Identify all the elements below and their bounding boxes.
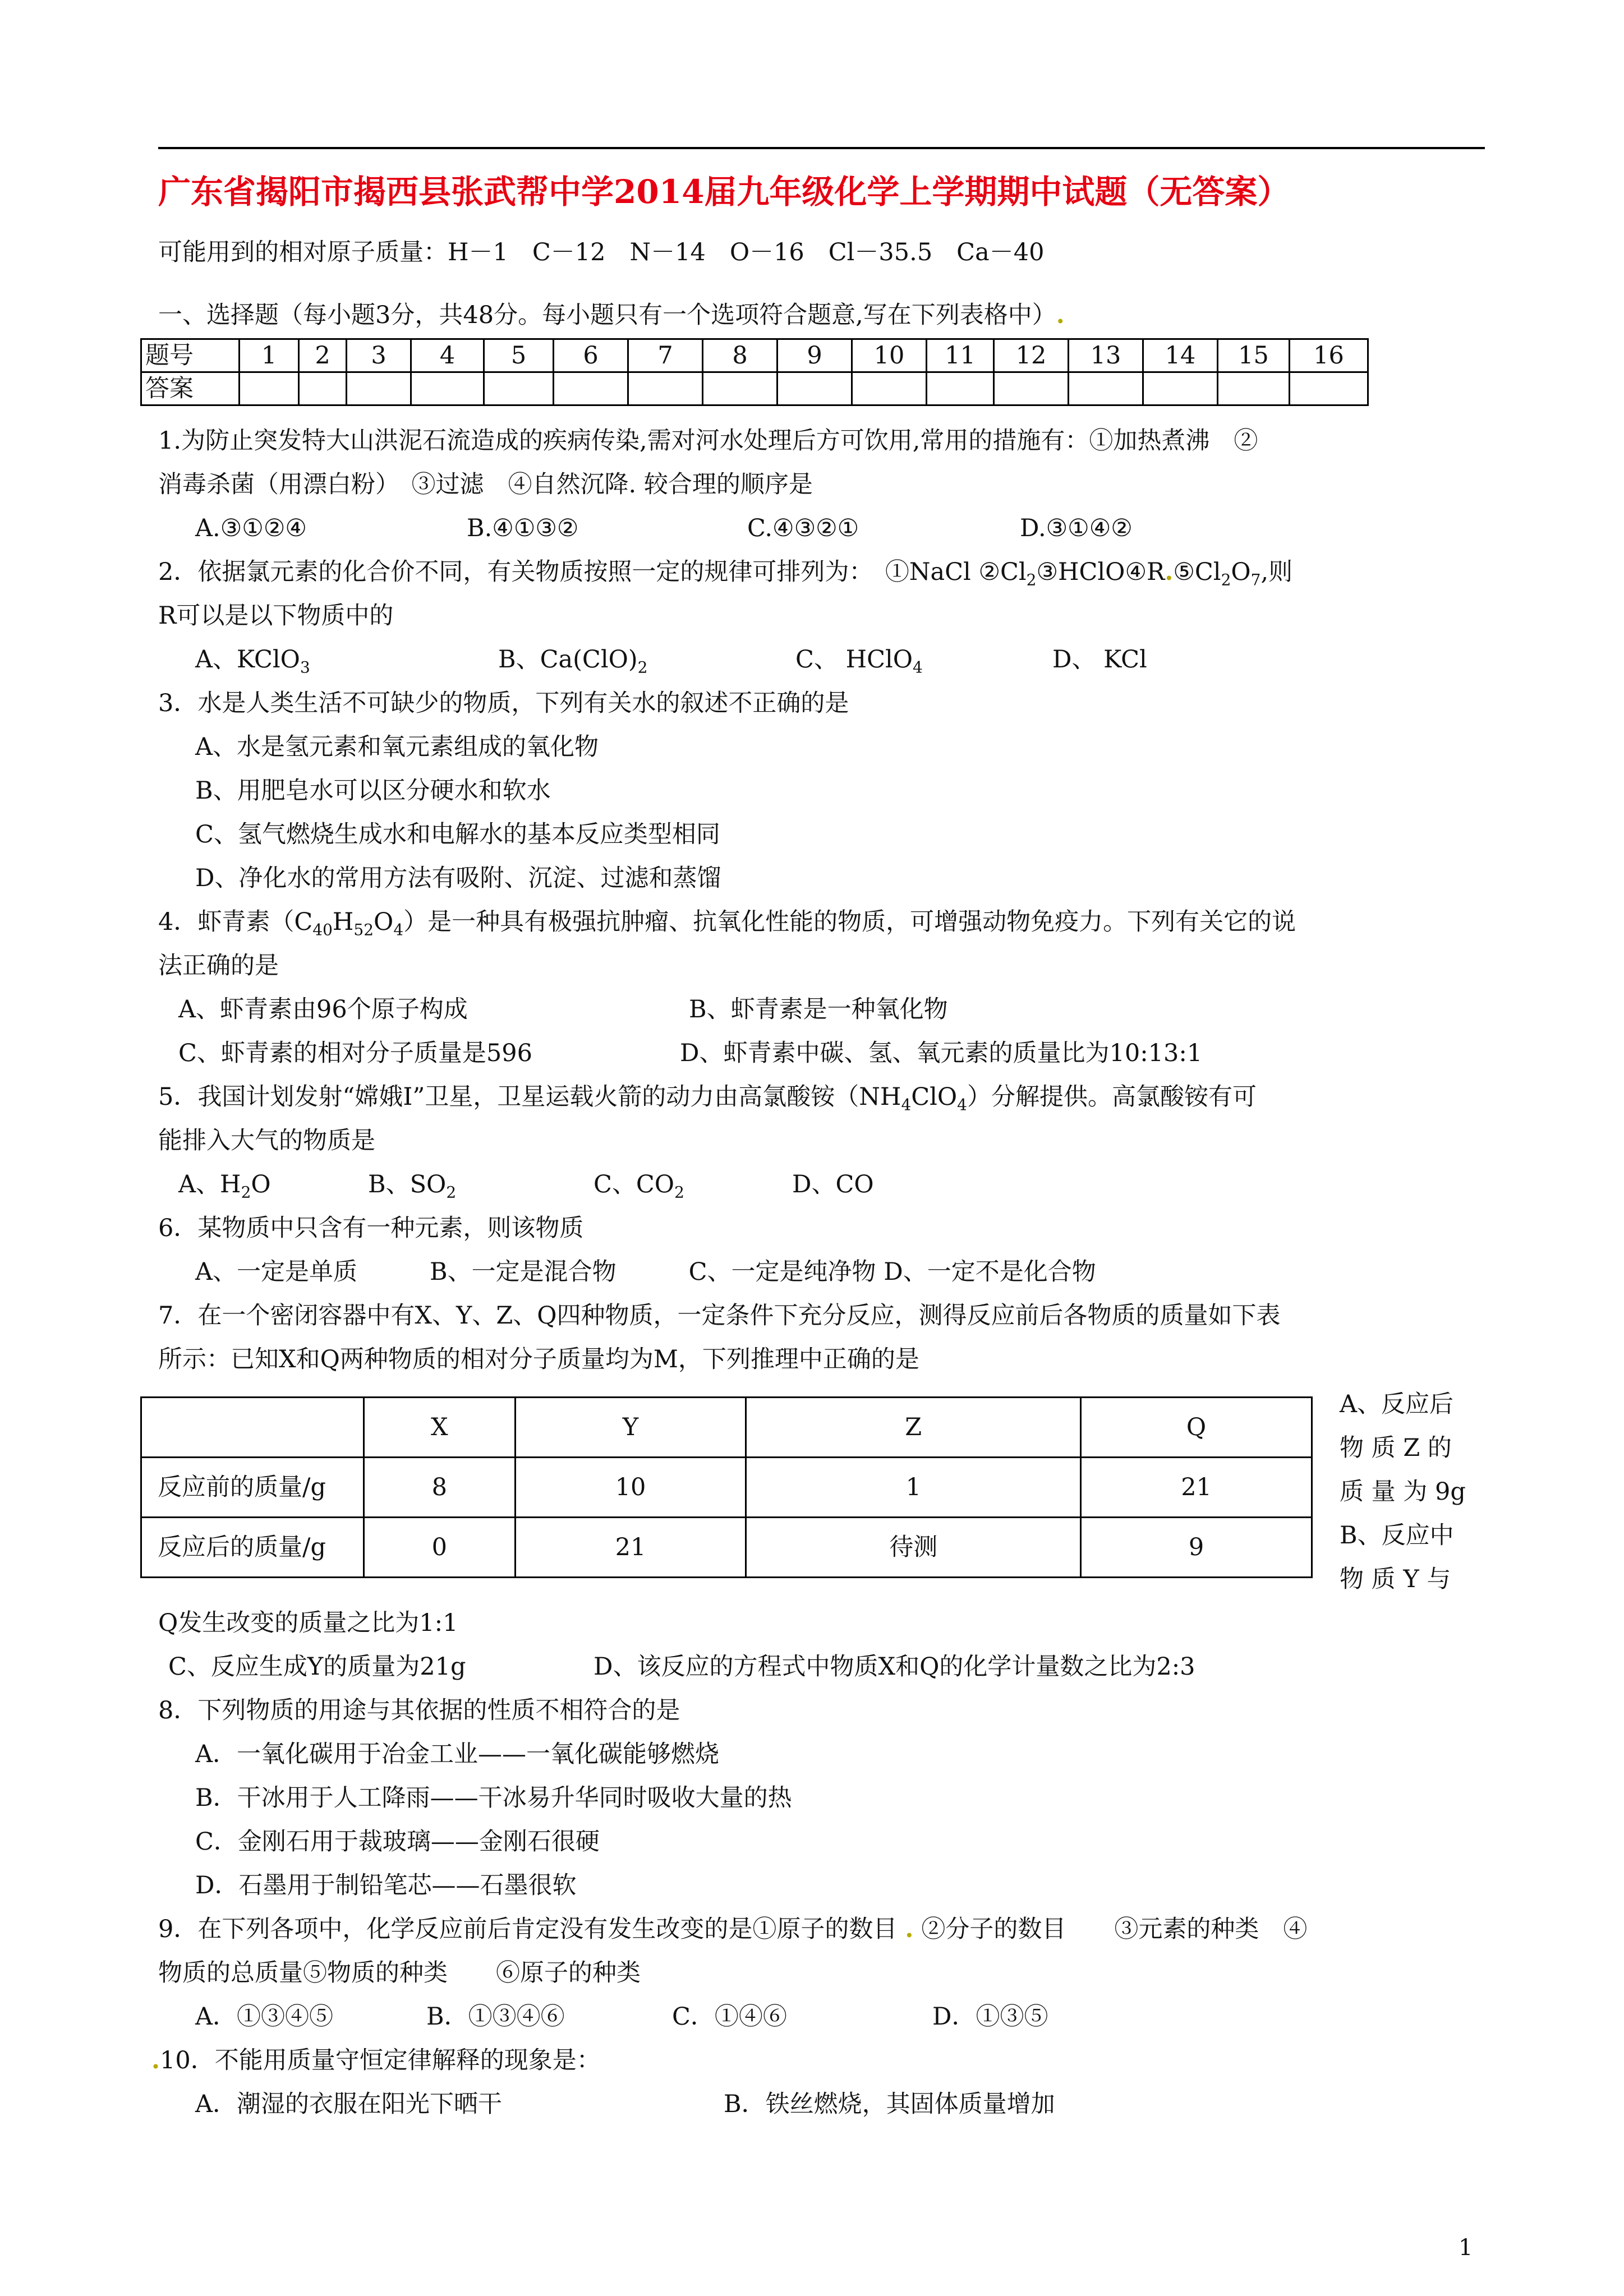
q5-option-b <box>368 1168 456 1201</box>
answer-grid-number: 10 <box>852 339 927 372</box>
q9-option-b: B．①③④⑥ <box>426 2003 565 2031</box>
answer-grid-number-row <box>141 339 1368 372</box>
q9-text: ②分子的数目 ③元素的种类 ④ <box>921 1915 1308 1943</box>
mass-table-cell: 21 <box>515 1518 746 1578</box>
mass-table-cell: 9 <box>1081 1518 1312 1578</box>
answer-grid-number: 12 <box>994 339 1069 372</box>
q1-option-b: B.④①③② <box>467 514 579 542</box>
q3-option-a: A、水是氢元素和氧元素组成的氧化物 <box>195 733 599 761</box>
answer-cell[interactable] <box>347 372 411 405</box>
q4-option-c: C、虾青素的相对分子质量是596 <box>178 1039 532 1067</box>
answer-grid-number: 13 <box>1069 339 1143 372</box>
q8-option-a: A．一氧化碳用于冶金工业——一氧化碳能够燃烧 <box>195 1740 720 1768</box>
q7-option-b-cont: Q发生改变的质量之比为1:1 <box>158 1609 458 1637</box>
answer-cell[interactable] <box>994 372 1069 405</box>
q5-subscript: 4 <box>901 1095 912 1114</box>
mass-table-cell: 21 <box>1081 1458 1312 1518</box>
page-title: 广东省揭阳市揭西县张武帮中学2014届九年级化学上学期期中试题（无答案） <box>158 173 1290 211</box>
q2-text: O <box>1231 558 1251 586</box>
section1-heading-text: 一、选择题（每小题3分，共48分。每小题只有一个选项符合题意,写在下列表格中） <box>158 301 1056 329</box>
answer-grid-answer-row <box>141 372 1368 405</box>
q2-option-a <box>195 643 310 676</box>
answer-grid-number: 3 <box>347 339 411 372</box>
answer-cell[interactable] <box>778 372 852 405</box>
q3-option-b: B、用肥皂水可以区分硬水和软水 <box>195 777 551 805</box>
q2-stem-line2: R可以是以下物质中的 <box>158 602 394 630</box>
answer-grid-number: 16 <box>1290 339 1368 372</box>
mass-table-header <box>141 1398 364 1458</box>
mass-table-cell: 0 <box>364 1518 516 1578</box>
q2-subscript: 7 <box>1250 570 1261 589</box>
q7-option-a-line: 物 质 Z 的 <box>1340 1434 1452 1462</box>
q2-option-d: D、 KCl <box>1052 646 1147 674</box>
q10-option-b: B．铁丝燃烧，其固体质量增加 <box>724 2090 1055 2118</box>
q2-subscript: 2 <box>1026 570 1037 589</box>
mass-table <box>140 1396 1313 1578</box>
q5-option-a-tail: O <box>251 1170 271 1198</box>
q5-subscript: 4 <box>957 1095 967 1114</box>
q8-option-c: C．金刚石用于裁玻璃——金刚石很硬 <box>195 1828 600 1856</box>
q1-stem-line2: 消毒杀菌（用漂白粉） ③过滤 ④自然沉降. 较合理的顺序是 <box>158 471 813 499</box>
answer-cell[interactable] <box>240 372 299 405</box>
q4-text: O <box>374 908 394 936</box>
answer-cell[interactable] <box>1069 372 1143 405</box>
q7-stem-line1: 7．在一个密闭容器中有X、Y、Z、Q四种物质，一定条件下充分反应，测得反应前后各物质的质量如下表 <box>158 1302 1281 1330</box>
q5-option-c <box>594 1168 684 1201</box>
answer-grid-number: 9 <box>778 339 852 372</box>
q6-stem: 6．某物质中只含有一种元素，则该物质 <box>158 1214 584 1242</box>
q5-option-d: D、CO <box>792 1170 874 1198</box>
mass-table-header: Y <box>515 1398 746 1458</box>
q4-text: 4．虾青素（C <box>158 908 313 936</box>
mass-table-cell: 10 <box>515 1458 746 1518</box>
q4-subscript: 4 <box>393 920 404 939</box>
q9-stem-line1 <box>158 1912 1307 1946</box>
q2-text: ③HClO④R <box>1036 558 1165 586</box>
q1-option-a: A.③①②④ <box>195 514 307 542</box>
q2-option-b <box>498 643 647 676</box>
answer-grid-number: 5 <box>484 339 554 372</box>
q2-subscript: 2 <box>1221 570 1231 589</box>
q4-subscript: 40 <box>312 920 333 939</box>
answer-grid-number: 15 <box>1218 339 1290 372</box>
answer-grid-number: 7 <box>628 339 703 372</box>
top-rule <box>158 147 1485 149</box>
q5-option-a <box>178 1168 271 1201</box>
answer-cell[interactable] <box>554 372 628 405</box>
q5-option-c-sub: 2 <box>674 1183 684 1202</box>
q4-subscript: 52 <box>353 920 374 939</box>
stray-dot: . <box>1056 301 1065 329</box>
q5-option-a-text: A、H <box>178 1170 241 1198</box>
q5-option-a-sub: 2 <box>241 1183 251 1202</box>
answer-cell[interactable] <box>411 372 484 405</box>
q9-stem-line2: 物质的总质量⑤物质的种类 ⑥原子的种类 <box>158 1959 641 1987</box>
stray-dot: . <box>151 2046 160 2074</box>
q2-text: ,则 <box>1260 558 1293 586</box>
q2-option-c-sub: 4 <box>912 658 923 677</box>
answer-cell[interactable] <box>299 372 347 405</box>
mass-table-header-row <box>141 1398 1312 1458</box>
q5-text: 5．我国计划发射“嫦娥Ⅰ”卫星，卫星运载火箭的动力由高氯酸铵（NH <box>158 1083 901 1111</box>
q10-stem <box>151 2044 601 2077</box>
q5-text: ClO <box>911 1083 958 1111</box>
q9-option-d: D．①③⑤ <box>932 2003 1048 2031</box>
answer-cell[interactable] <box>852 372 927 405</box>
q3-option-c: C、氢气燃烧生成水和电解水的基本反应类型相同 <box>195 820 720 849</box>
q7-stem-line2: 所示：已知X和Q两种物质的相对分子质量均为M，下列推理中正确的是 <box>158 1345 919 1373</box>
q1-stem-line1: 1.为防止突发特大山洪泥石流造成的疾病传染,需对河水处理后方可饮用,常用的措施有：①加热煮沸 ② <box>158 427 1258 455</box>
stray-dot: . <box>905 1915 914 1943</box>
answer-cell[interactable] <box>927 372 994 405</box>
answer-cell[interactable] <box>484 372 554 405</box>
q8-option-b: B．干冰用于人工降雨——干冰易升华同时吸收大量的热 <box>195 1784 792 1812</box>
mass-table-row-label: 反应前的质量/g <box>141 1458 364 1518</box>
q7-option-b-line: B、反应中 <box>1340 1522 1454 1550</box>
mass-table-row-label: 反应后的质量/g <box>141 1518 364 1578</box>
q8-stem: 8．下列物质的用途与其依据的性质不相符合的是 <box>158 1696 680 1725</box>
q2-option-c <box>795 643 923 676</box>
q2-text: 2．依据氯元素的化合价不同，有关物质按照一定的规律可排列为： ①NaCl ②Cl <box>158 558 1027 586</box>
q4-option-b: B、虾青素是一种氧化物 <box>689 995 948 1023</box>
q10-stem-text: 10．不能用质量守恒定律解释的现象是： <box>159 2046 601 2074</box>
answer-grid-number: 2 <box>299 339 347 372</box>
mass-table-header: Q <box>1081 1398 1312 1458</box>
q4-text: ）是一种具有极强抗肿瘤、抗氧化性能的物质，可增强动物免疫力。下列有关它的说 <box>403 908 1296 936</box>
answer-grid-label-number: 题号 <box>141 339 240 372</box>
q5-option-c-text: C、CO <box>594 1170 675 1198</box>
q1-option-c: C.④③②① <box>747 514 859 542</box>
answer-grid-number: 4 <box>411 339 484 372</box>
page-number: 1 <box>1459 2235 1473 2261</box>
mass-table-cell: 1 <box>746 1458 1081 1518</box>
mass-table-header: Z <box>746 1398 1081 1458</box>
section1-heading <box>158 298 1065 332</box>
answer-grid-number: 8 <box>703 339 778 372</box>
q7-option-a-line: A、反应后 <box>1340 1390 1454 1418</box>
q2-option-b-text: B、Ca(ClO) <box>498 646 638 674</box>
q7-option-c: C、反应生成Y的质量为21g <box>168 1653 466 1681</box>
answer-cell[interactable] <box>1290 372 1368 405</box>
answer-grid-label-answer: 答案 <box>141 372 240 405</box>
q6-options-abc: A、一定是单质 B、一定是混合物 C、一定是纯净物 <box>195 1258 876 1286</box>
mass-table-cell: 8 <box>364 1458 516 1518</box>
q2-stem-line1 <box>158 555 1292 589</box>
q4-stem-line2: 法正确的是 <box>158 952 279 980</box>
answer-cell[interactable] <box>628 372 703 405</box>
q2-option-c-text: C、 HClO <box>795 646 913 674</box>
q7-option-b-line: 物 质 Y 与 <box>1340 1565 1451 1593</box>
answer-cell[interactable] <box>1143 372 1218 405</box>
q5-text: ）分解提供。高氯酸铵有可 <box>967 1083 1257 1111</box>
answer-grid-number: 1 <box>240 339 299 372</box>
q9-option-c: C．①④⑥ <box>672 2003 787 2031</box>
answer-cell[interactable] <box>1218 372 1290 405</box>
q6-options <box>195 1255 1096 1289</box>
mass-table-row <box>141 1458 1312 1518</box>
atomic-masses: 可能用到的相对原子质量：H－1 C－12 N－14 O－16 Cl－35.5 Ca－40 <box>158 238 1045 266</box>
q1-option-d: D.③①④② <box>1020 514 1133 542</box>
q7-option-a-line: 质 量 为 9g <box>1340 1478 1466 1506</box>
q2-option-a-sub: 3 <box>300 658 310 677</box>
q5-option-b-sub: 2 <box>446 1183 457 1202</box>
q5-stem-line2: 能排入大气的物质是 <box>158 1127 375 1155</box>
q9-option-a: A．①③④⑤ <box>195 2003 334 2031</box>
mass-table-cell: 待测 <box>746 1518 1081 1578</box>
q4-option-a: A、虾青素由96个原子构成 <box>178 995 468 1023</box>
mass-table-header: X <box>364 1398 516 1458</box>
answer-grid-number: 14 <box>1143 339 1218 372</box>
answer-cell[interactable] <box>703 372 778 405</box>
q2-text: ⑤Cl <box>1173 558 1221 586</box>
q4-text: H <box>332 908 354 936</box>
answer-grid-number: 6 <box>554 339 628 372</box>
q2-option-b-sub: 2 <box>637 658 648 677</box>
mass-table-row <box>141 1518 1312 1578</box>
q7-option-d: D、该反应的方程式中物质X和Q的化学计量数之比为2:3 <box>594 1653 1195 1681</box>
q2-option-a-text: A、KClO <box>195 646 300 674</box>
q8-option-d: D．石墨用于制铅笔芯——石墨很软 <box>195 1871 577 1899</box>
answer-grid <box>140 338 1369 406</box>
q10-option-a: A．潮湿的衣服在阳光下晒干 <box>195 2090 503 2118</box>
q4-option-d: D、虾青素中碳、氢、氧元素的质量比为10:13:1 <box>680 1039 1203 1067</box>
q4-stem-line1 <box>158 905 1296 939</box>
q3-option-d: D、净化水的常用方法有吸附、沉淀、过滤和蒸馏 <box>195 864 721 892</box>
q3-stem: 3．水是人类生活不可缺少的物质，下列有关水的叙述不正确的是 <box>158 689 849 717</box>
q5-stem-line1 <box>158 1080 1257 1114</box>
q9-text: 9．在下列各项中，化学反应前后肯定没有发生改变的是①原子的数目 <box>158 1915 898 1943</box>
q5-option-b-text: B、SO <box>368 1170 447 1198</box>
stray-dot: . <box>1165 558 1174 586</box>
q6-option-d: D、一定不是化合物 <box>884 1258 1096 1286</box>
answer-grid-number: 11 <box>927 339 994 372</box>
